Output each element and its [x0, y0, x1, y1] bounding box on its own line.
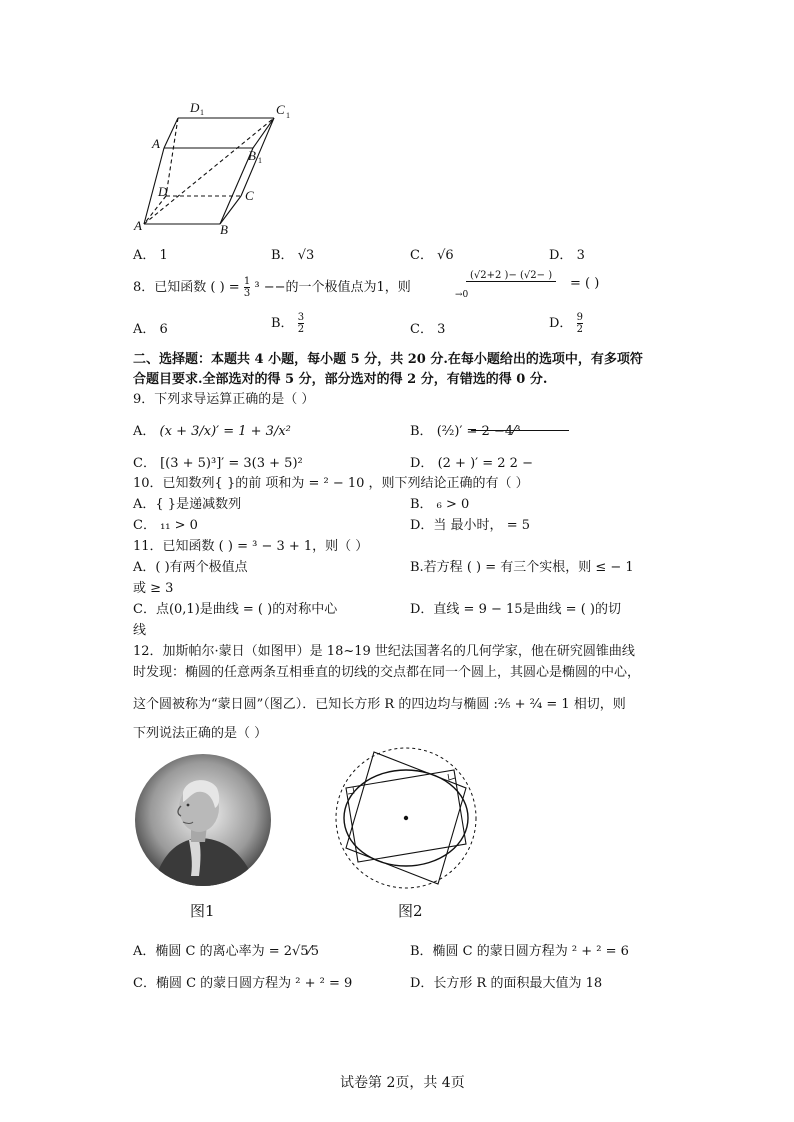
q9-option-d: D． (2 + )′ = 2 2 −	[410, 456, 533, 471]
q7-option-c: C． √6	[410, 248, 454, 263]
svg-text:1: 1	[286, 111, 290, 120]
q8-option-a: A． 6	[133, 322, 168, 337]
portrait-figure	[133, 752, 273, 888]
q8-stem: 8．已知函数 ( ) = $\frac{1}{3}$ ³ −−的一个极值点为1，则	[133, 276, 411, 299]
figure1-caption: 图1	[190, 902, 215, 920]
q11-option-d-cont: 线	[133, 623, 147, 638]
q11-option-d: D．直线 = 9 − 15是曲线 = ( )的切	[410, 602, 621, 617]
q7-option-b: B． √3	[271, 248, 315, 263]
q7-option-a: A． 1	[133, 248, 168, 263]
page-footer: 试卷第 2页，共 4页	[340, 1075, 465, 1091]
q12-line2: 时发现：椭圆的任意两条互相垂直的切线的交点都在同一个圆上，其圆心是椭圆的中心，	[133, 665, 641, 680]
q8-limit-numerator: (√2+2 )− (√2− )	[466, 270, 556, 282]
q12-line1: 12．加斯帕尔·蒙日（如图甲）是 18~19 世纪法国著名的几何学家，他在研究圆锥曲线	[133, 644, 635, 659]
q10-option-b: B． ₆ > 0	[410, 497, 470, 512]
q11-option-c: C．点(0,1)是曲线 = ( )的对称中心	[133, 602, 338, 617]
q11-option-a: A．( )有两个极值点	[133, 560, 248, 575]
q9-option-c: C． [(3 + 5)³]′ = 3(3 + 5)²	[133, 456, 303, 471]
prism-figure	[128, 96, 298, 238]
svg-text:1: 1	[200, 108, 204, 117]
label-C1: C	[276, 102, 285, 117]
label-D1: D	[190, 100, 200, 115]
label-B1: B	[248, 148, 256, 163]
q10-option-a: A．{ }是递减数列	[133, 497, 242, 512]
q11-option-b: B.若方程 ( ) = 有三个实根，则 ≤ − 1	[410, 560, 634, 575]
q12-option-a: A．椭圆 C 的离心率为 = 2√5⁄5	[133, 944, 320, 959]
label-A: A	[134, 218, 142, 233]
q8-limit-sub: →0	[455, 290, 469, 300]
label-D: D	[158, 184, 168, 199]
q12-line3: 这个圆被称为“蒙日圆”（图乙）．已知长方形 R 的四边均与椭圆 :²⁄₅ + ²⁄₄ = 1 相切，则	[133, 697, 626, 712]
label-A1: A	[152, 136, 160, 151]
q10-stem: 10．已知数列{ }的前 项和为 = ² − 10 ，则下列结论正确的有（ ）	[133, 476, 529, 491]
q9-stem: 9．下列求导运算正确的是（ ）	[133, 392, 315, 407]
section2-header-line1: 二、选择题：本题共 4 小题，每小题 5 分，共 20 分.在每小题给出的选项中，有多项符	[133, 352, 643, 367]
q10-option-d: D．当 最小时， = 5	[410, 518, 530, 533]
label-C: C	[245, 188, 254, 203]
q9-option-a: A． (x + 3/x)′ = 1 + 3/x²	[133, 424, 291, 439]
q12-option-c: C．椭圆 C 的蒙日圆方程为 ² + ² = 9	[133, 976, 353, 991]
q8-tail: = ( )	[570, 276, 600, 291]
center-point	[404, 816, 408, 820]
monge-circle-figure	[330, 744, 482, 892]
q11-option-b-cont: 或 ≥ 3	[133, 581, 174, 596]
q12-line4: 下列说法正确的是（ ）	[133, 726, 268, 741]
right-angle-marker	[448, 774, 455, 780]
figure2-caption: 图2	[398, 902, 423, 920]
q12-option-d: D．长方形 R 的面积最大值为 18	[410, 976, 603, 991]
diagonal-AC1	[144, 118, 274, 224]
svg-text:1: 1	[258, 156, 262, 165]
q9-option-b-fraction-bar	[471, 430, 569, 431]
q8-option-c: C． 3	[410, 322, 446, 337]
q12-option-b: B．椭圆 C 的蒙日圆方程为 ² + ² = 6	[410, 944, 629, 959]
q8-option-d: D． $\frac{9}{2}$	[549, 312, 583, 335]
q10-option-c: C． ₁₁ > 0	[133, 518, 198, 533]
q9-option-b: B． (²⁄₂)′ = 2 −4⁄³	[410, 424, 521, 439]
section2-header-line2: 合题目要求.全部选对的得 5 分，部分选对的得 2 分，有错选的得 0 分.	[133, 372, 548, 387]
q7-option-d: D． 3	[549, 248, 585, 263]
q8-option-b: B． $\frac{3}{2}$	[271, 312, 305, 335]
label-B: B	[220, 222, 228, 237]
q11-stem: 11．已知函数 ( ) = ³ − 3 + 1，则（ ）	[133, 539, 369, 554]
